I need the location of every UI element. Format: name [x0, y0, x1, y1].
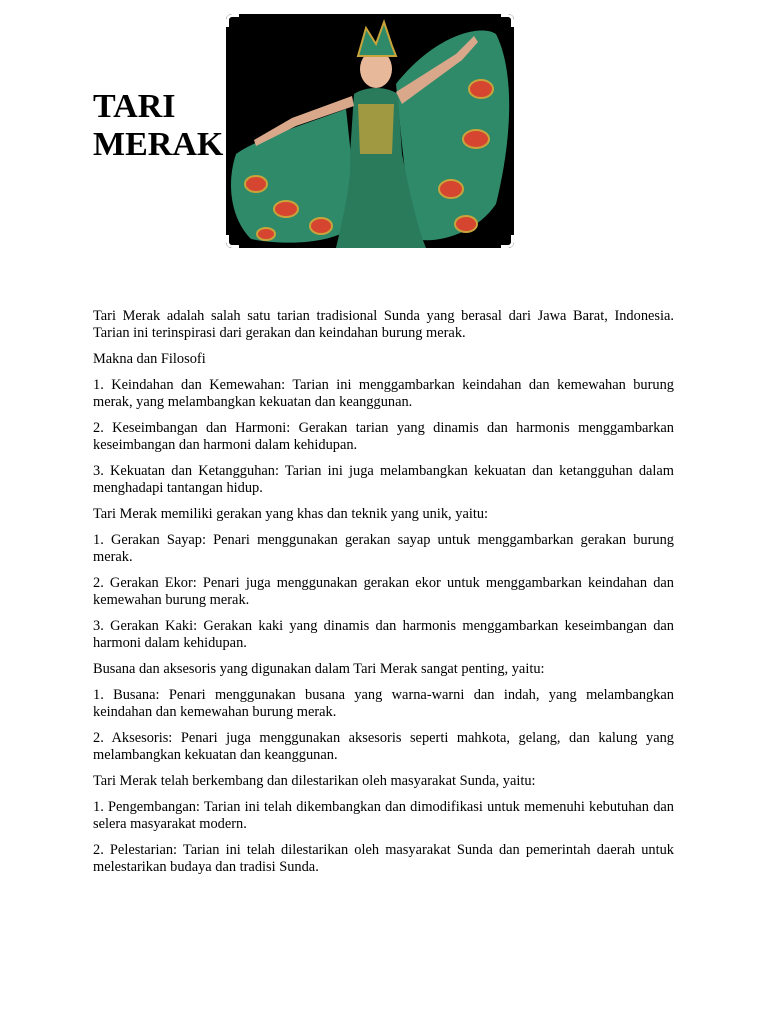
- peacock-dancer-illustration: [226, 14, 514, 248]
- section-heading: Makna dan Filosofi: [93, 351, 206, 367]
- title-line-1: TARI: [93, 88, 176, 125]
- paragraph: 3. Gerakan Kaki: Gerakan kaki yang dinamis dan harmonis menggambarkan keseimbangan dan harmoni dalam kehidupan.: [93, 618, 674, 651]
- paragraph: 2. Keseimbangan dan Harmoni: Gerakan tarian yang dinamis dan harmonis menggambarkan keseimbangan dan harmoni dalam kehidupan.: [93, 420, 674, 453]
- paragraph: Tari Merak telah berkembang dan dilestarikan oleh masyarakat Sunda, yaitu:: [93, 773, 536, 789]
- paragraph: Tari Merak memiliki gerakan yang khas dan teknik yang unik, yaitu:: [93, 506, 489, 522]
- paragraph: 1. Pengembangan: Tarian ini telah dikembangkan dan dimodifikasi untuk memenuhi kebutuhan dan selera masyarakat modern.: [93, 799, 674, 832]
- paragraph: 1. Gerakan Sayap: Penari menggunakan gerakan sayap untuk menggambarkan gerakan burung merak.: [93, 532, 674, 565]
- page-title: [93, 88, 223, 164]
- paragraph: 2. Aksesoris: Penari juga menggunakan aksesoris seperti mahkota, gelang, dan kalung yang melambangkan kekuatan dan keanggunan.: [93, 730, 674, 763]
- paragraph: 3. Kekuatan dan Ketangguhan: Tarian ini juga melambangkan kekuatan dan ketangguhan dalam menghadapi tantangan hidup.: [93, 463, 674, 496]
- paragraph: Busana dan aksesoris yang digunakan dalam Tari Merak sangat penting, yaitu:: [93, 661, 545, 677]
- paragraph: Tari Merak adalah salah satu tarian tradisional Sunda yang berasal dari Jawa Barat, Indonesia. Tarian ini terinspirasi dari gerakan dan keindahan burung merak.: [93, 308, 674, 341]
- paragraph: 2. Gerakan Ekor: Penari juga menggunakan gerakan ekor untuk menggambarkan keindahan dan kemewahan burung merak.: [93, 575, 674, 608]
- article-body: [93, 308, 674, 885]
- peacock-dancer-photo: [226, 14, 514, 248]
- paragraph: 1. Busana: Penari menggunakan busana yang warna-warni dan indah, yang melambangkan keindahan dan kemewahan burung merak.: [93, 687, 674, 720]
- paragraph: 2. Pelestarian: Tarian ini telah dilestarikan oleh masyarakat Sunda dan pemerintah daerah untuk melestarikan budaya dan tradisi Sunda.: [93, 842, 674, 875]
- title-line-2: MERAK: [93, 126, 224, 163]
- paragraph: 1. Keindahan dan Kemewahan: Tarian ini menggambarkan keindahan dan kemewahan burung merak, yang melambangkan kekuatan dan keanggunan.: [93, 377, 674, 410]
